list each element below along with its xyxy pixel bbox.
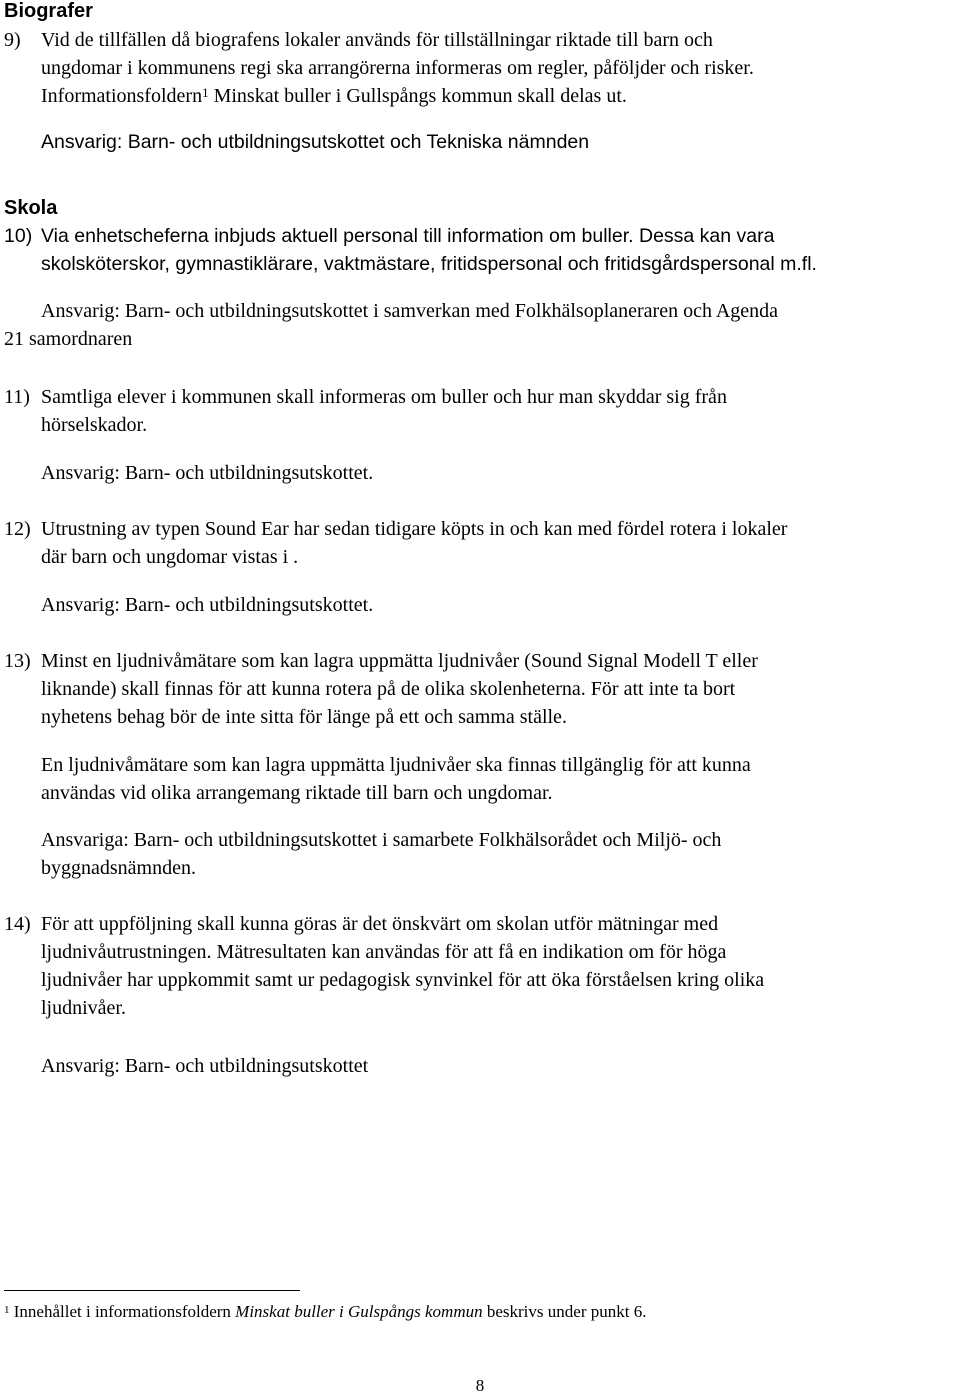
item-number-14: 14) bbox=[4, 913, 31, 935]
item-11-line-2: hörselskador. bbox=[41, 414, 148, 436]
item-11-responsible: Ansvarig: Barn- och utbildningsutskottet. bbox=[41, 462, 374, 484]
footnote-text-end: beskrivs under punkt 6. bbox=[482, 1302, 647, 1321]
item-9-line-1: Vid de tillfällen då biografens lokaler används för tillställningar riktade till barn och bbox=[41, 29, 713, 51]
item-9-line-3-rest: Minskat buller i Gullspångs kommun skall delas ut. bbox=[208, 85, 627, 107]
page-number: 8 bbox=[475, 1376, 485, 1395]
item-number-10: 10) bbox=[4, 225, 33, 247]
item-12-responsible: Ansvarig: Barn- och utbildningsutskottet. bbox=[41, 594, 374, 616]
section-heading-biografer: Biografer bbox=[4, 0, 93, 22]
item-14-line-4: ljudnivåer. bbox=[41, 997, 126, 1019]
item-14-line-3: ljudnivåer har uppkommit samt ur pedagogisk synvinkel för att öka förståelsen kring olika bbox=[41, 969, 765, 991]
section-heading-skola: Skola bbox=[4, 197, 58, 219]
item-13-line-1: Minst en ljudnivåmätare som kan lagra uppmätta ljudnivåer (Sound Signal Modell T eller bbox=[41, 650, 758, 672]
item-13-responsible-line-2: byggnadsnämnden. bbox=[41, 857, 196, 879]
footnote-reference: 1 bbox=[202, 85, 209, 100]
item-10-responsible-line-1: Ansvarig: Barn- och utbildningsutskottet i samverkan med Folkhälsoplaneraren och Agenda bbox=[41, 300, 779, 322]
item-13-paragraph-2-line-1: En ljudnivåmätare som kan lagra uppmätta ljudnivåer ska finnas tillgänglig för att kunna bbox=[41, 754, 751, 776]
item-9-responsible: Ansvarig: Barn- och utbildningsutskottet och Tekniska nämnden bbox=[41, 131, 590, 153]
item-number-11: 11) bbox=[4, 386, 30, 408]
footnote-marker: 1 bbox=[4, 1304, 10, 1316]
item-13-line-2: liknande) skall finnas för att kunna rotera på de olika skolenheterna. För att inte ta bort bbox=[41, 678, 736, 700]
item-9-line-2: ungdomar i kommunens regi ska arrangörerna informeras om regler, påföljder och risker. bbox=[41, 57, 754, 79]
item-13-responsible-line-1: Ansvariga: Barn- och utbildningsutskottet i samarbete Folkhälsorådet och Miljö- och bbox=[41, 829, 722, 851]
item-14-responsible: Ansvarig: Barn- och utbildningsutskottet bbox=[41, 1055, 369, 1077]
item-number-9: 9) bbox=[4, 29, 21, 51]
item-13-line-3: nyhetens behag bör de inte sitta för länge på ett och samma ställe. bbox=[41, 706, 567, 728]
item-10-line-1: Via enhetscheferna inbjuds aktuell personal till information om buller. Dessa kan vara bbox=[41, 225, 775, 247]
footnote bbox=[4, 1300, 646, 1324]
item-number-12: 12) bbox=[4, 518, 31, 540]
item-9-line-3-text: Informationsfoldern bbox=[41, 85, 203, 107]
item-13-paragraph-2-line-2: användas vid olika arrangemang riktade till barn och ungdomar. bbox=[41, 782, 553, 804]
footnote-title: Minskat buller i Gulspångs kommun bbox=[235, 1302, 483, 1321]
item-12-line-1: Utrustning av typen Sound Ear har sedan tidigare köpts in och kan med fördel rotera i lokaler bbox=[41, 518, 788, 540]
item-10-line-2: skolsköterskor, gymnastiklärare, vaktmästare, fritidspersonal och fritidsgårdspersonal m.fl. bbox=[41, 253, 817, 275]
item-10-responsible-line-2: 21 samordnaren bbox=[4, 328, 133, 350]
item-12-line-2: där barn och ungdomar vistas i . bbox=[41, 546, 299, 568]
item-number-13: 13) bbox=[4, 650, 31, 672]
footnote-text: Innehållet i informationsfoldern bbox=[9, 1302, 236, 1321]
item-11-line-1: Samtliga elever i kommunen skall informeras om buller och hur man skyddar sig från bbox=[41, 386, 727, 408]
item-14-line-1: För att uppföljning skall kunna göras är det önskvärt om skolan utför mätningar med bbox=[41, 913, 719, 935]
item-9-line-3 bbox=[41, 82, 627, 110]
footnote-divider bbox=[4, 1290, 300, 1291]
item-14-line-2: ljudnivåutrustningen. Mätresultaten kan användas för att få en indikation om för höga bbox=[41, 941, 727, 963]
